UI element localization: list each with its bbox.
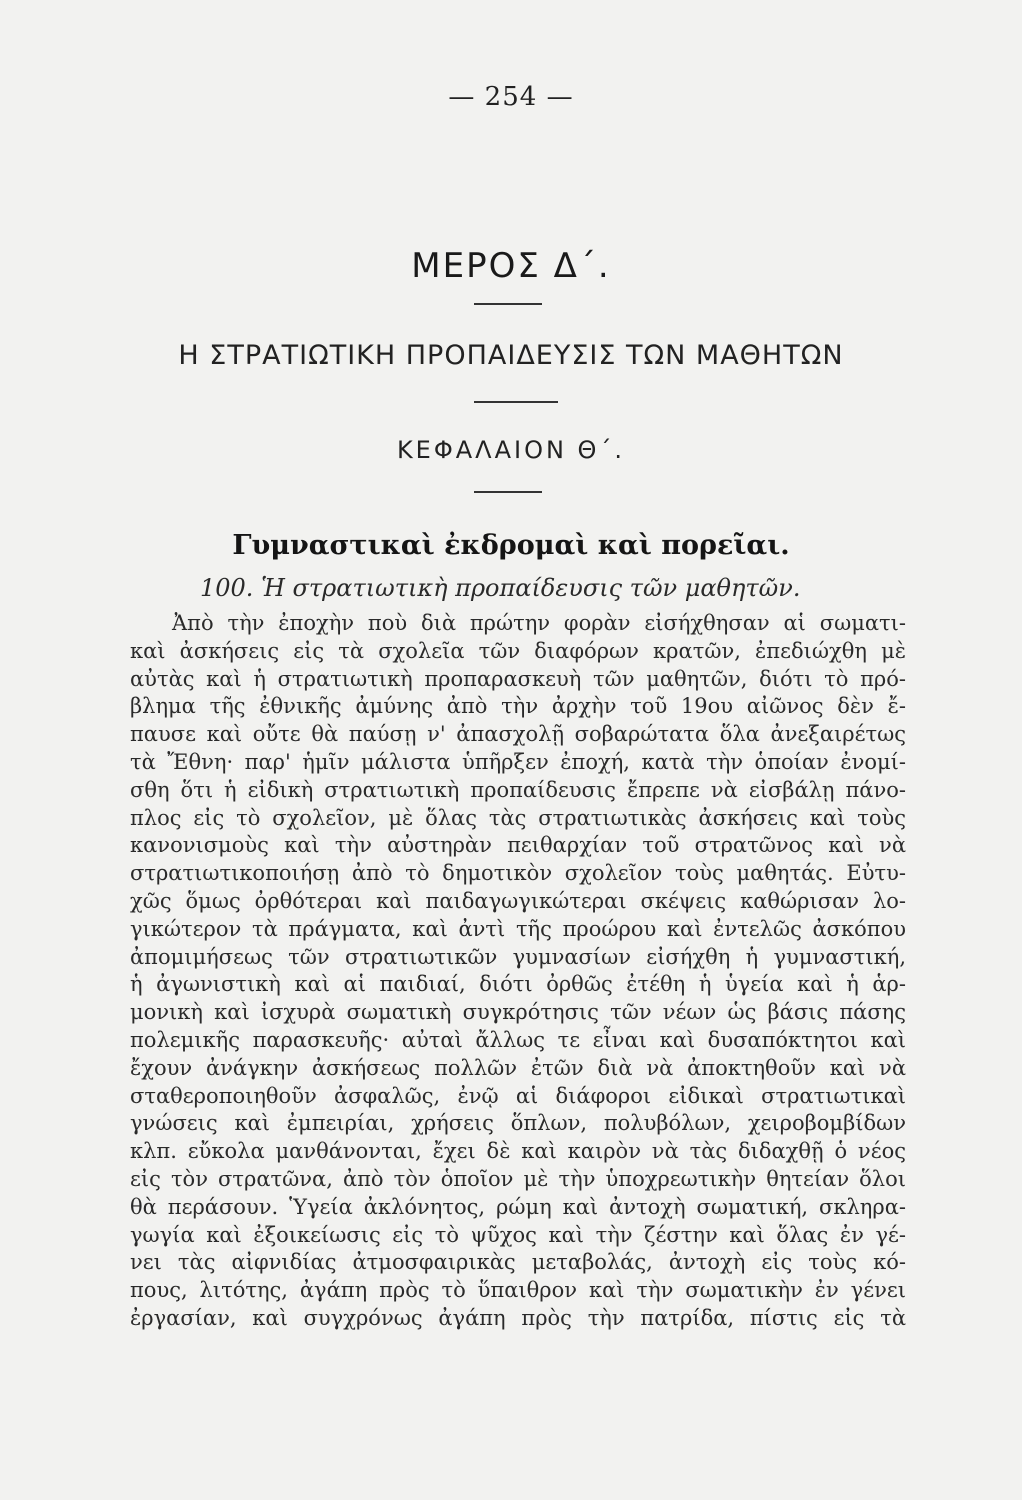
text-line: μονικὴ καὶ ἰσχυρὰ σωματικὴ συγκρότησις τῶν νέων ὡς βάσις πάσης [130, 1000, 906, 1025]
text-line: στρατιωτικοποιήσῃ ἀπὸ τὸ δημοτικὸν σχολεῖον τοὺς μαθητάς. Εὐτυ- [130, 861, 906, 886]
text-line: αὐτὰς καὶ ἡ στρατιωτικὴ προπαρασκευὴ τῶν μαθητῶν, διότι τὸ πρό- [130, 666, 906, 691]
text-line: θὰ περάσουν. Ὑγεία ἀκλόνητος, ρώμη καὶ ἀντοχὴ σωματική, σκληρα- [130, 1194, 906, 1219]
text-line: Ἀπὸ τὴν ἐποχὴν ποὺ διὰ πρώτην φορὰν εἰσήχθησαν αἱ σωματι- [172, 611, 906, 635]
text-line: τὰ Ἔθνη· παρ' ἡμῖν μάλιστα ὑπῆρξεν ἐποχή, κατὰ τὴν ὁποίαν ἐνομί- [130, 749, 906, 774]
text-line: νει τὰς αἰφνιδίας ἀτμοσφαιρικὰς μεταβολάς, ἀντοχὴ εἰς τοὺς κό- [130, 1250, 906, 1275]
text-line: πους, λιτότης, ἀγάπη πρὸς τὸ ὕπαιθρον καὶ τὴν σωματικὴν ἐν γένει [130, 1278, 906, 1303]
text-line: σθη ὅτι ἡ εἰδικὴ στρατιωτικὴ προπαίδευσις ἔπρεπε νὰ εἰσβάλῃ πάνο- [130, 777, 906, 802]
article-subheading: 100. Ἡ στρατιωτικὴ προπαίδευσις τῶν μαθητῶν. [200, 574, 801, 602]
article-heading: Γυμναστικαὶ ἐκδρομαὶ καὶ πορεῖαι. [232, 530, 790, 561]
text-line: χῶς ὅμως ὀρθότεραι καὶ παιδαγωγικώτεραι σκέψεις καθώρισαν λο- [130, 888, 906, 913]
text-line: πλος εἰς τὸ σχολεῖον, μὲ ὅλας τὰς στρατιωτικὰς ἀσκήσεις καὶ τοὺς [130, 805, 906, 830]
text-line: βλημα τῆς ἐθνικῆς ἀμύνης ἀπὸ τὴν ἀρχὴν τοῦ 19ου αἰῶνος δὲν ἔ- [130, 694, 906, 719]
text-line: ἡ ἀγωνιστικὴ καὶ αἱ παιδιαί, διότι ὀρθῶς ἐτέθη ἡ ὑγεία καὶ ἡ ἁρ- [130, 972, 906, 997]
text-line: γικώτερον τὰ πράγματα, καὶ ἀντὶ τῆς προώρου καὶ ἐντελῶς ἀσκόπου [130, 916, 906, 941]
section-title: Η ΣΤΡΑΤΙΩΤΙΚΗ ΠΡΟΠΑΙΔΕΥΣΙΣ ΤΩΝ ΜΑΘΗΤΩΝ [178, 340, 844, 371]
text-line: πολεμικῆς παρασκευῆς· αὐταὶ ἄλλως τε εἶναι καὶ δυσαπόκτητοι καὶ [130, 1027, 906, 1052]
text-line: ἔχουν ἀνάγκην ἀσκήσεως πολλῶν ἐτῶν διὰ νὰ ἀποκτηθοῦν καὶ νὰ [130, 1055, 906, 1080]
text-line: εἰς τὸν στρατῶνα, ἀπὸ τὸν ὁποῖον μὲ τὴν ὑποχρεωτικὴν θητείαν ὅλοι [130, 1166, 906, 1191]
text-line: καὶ ἀσκήσεις εἰς τὰ σχολεῖα τῶν διαφόρων κρατῶν, ἐπεδιώχθη μὲ [130, 638, 906, 663]
divider-rule [474, 401, 558, 403]
chapter-title: ΚΕΦΑΛΑΙΟΝ Θ΄. [396, 436, 626, 464]
body-text [130, 610, 906, 1333]
divider-rule [474, 491, 542, 493]
text-line: κλπ. εὔκολα μανθάνονται, ἔχει δὲ καὶ καιρὸν νὰ τὰς διδαχθῇ ὁ νέος [130, 1139, 906, 1164]
divider-rule [474, 303, 542, 305]
text-line: ἐργασίαν, καὶ συγχρόνως ἀγάπη πρὸς τὴν πατρίδα, πίστις εἰς τὰ [130, 1305, 906, 1330]
text-line: γωγία καὶ ἐξοικείωσις εἰς τὸ ψῦχος καὶ τὴν ζέστην καὶ ὅλας ἐν γέ- [130, 1222, 906, 1247]
text-line: κανονισμοὺς καὶ τὴν αὐστηρὰν πειθαρχίαν τοῦ στρατῶνος καὶ νὰ [130, 833, 906, 858]
text-line: παυσε καὶ οὔτε θὰ παύσῃ ν' ἀπασχολῇ σοβαρώτατα ὅλα ἀνεξαιρέτως [130, 722, 906, 747]
text-line: γνώσεις καὶ ἐμπειρίαι, χρήσεις ὅπλων, πολυβόλων, χειροβομβίδων [130, 1111, 906, 1136]
text-line: ἀπομιμήσεως τῶν στρατιωτικῶν γυμνασίων εἰσήχθη ἡ γυμναστική, [130, 944, 906, 969]
text-line: σταθεροποιηθοῦν ἀσφαλῶς, ἐνῷ αἱ διάφοροι εἰδικαὶ στρατιωτικαὶ [130, 1083, 906, 1108]
page-number: — 254 — [448, 82, 574, 112]
part-title: ΜΕΡΟΣ Δ΄. [411, 246, 611, 286]
